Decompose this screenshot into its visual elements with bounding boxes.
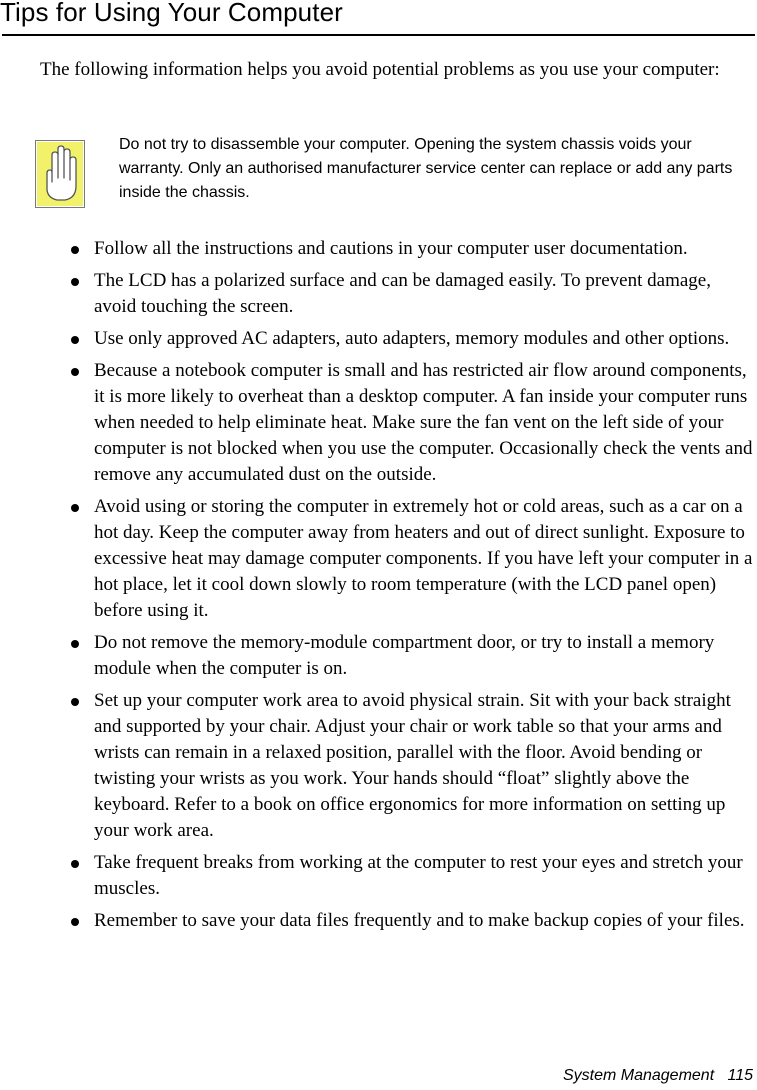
tip-item-8 <box>0 850 757 902</box>
tip-item-4 <box>0 358 757 488</box>
tip-text: The LCD has a polarized surface and can be damaged easily. To prevent damage, avoid touching the screen. <box>94 270 711 317</box>
tip-text: Remember to save your data files frequently and to make backup copies of your files. <box>94 910 745 931</box>
tip-text: Avoid using or storing the computer in extremely hot or cold areas, such as a car on a hot day. Keep the computer away from heaters and out of direct sunlight. Exposure to excessive heat may damage computer components. If you have left your computer in a hot place, let it cool down slowly to room temperature (with the LCD panel open) before using it. <box>94 496 753 621</box>
stop-hand-icon <box>35 140 85 208</box>
tip-text: Use only approved AC adapters, auto adapters, memory modules and other options. <box>94 328 730 349</box>
tip-item-2 <box>0 268 757 320</box>
intro-paragraph: The following information helps you avoid potential problems as you use your computer: <box>40 59 720 80</box>
tip-item-1 <box>0 236 757 262</box>
bullet-icon <box>71 336 79 344</box>
page-number: 115 <box>727 1067 753 1084</box>
tip-text: Take frequent breaks from working at the computer to rest your eyes and stretch your muscles. <box>94 852 743 899</box>
tip-item-5 <box>0 494 757 624</box>
page-footer <box>563 1066 753 1086</box>
title-divider <box>2 34 755 36</box>
tip-item-6 <box>0 630 757 682</box>
bullet-icon <box>71 698 79 706</box>
tips-list <box>0 236 757 940</box>
bullet-icon <box>71 918 79 926</box>
page-title: Tips for Using Your Computer <box>0 0 343 27</box>
bullet-icon <box>71 860 79 868</box>
tip-text: Because a notebook computer is small and has restricted air flow around components, it is more likely to overheat than a desktop computer. A fan inside your computer runs when needed to help eliminate heat. Make sure the fan vent on the left side of your computer is not blocked when you use the computer. Occasionally check the vents and remove any accumulated dust on the outside. <box>94 360 753 485</box>
tip-text: Do not remove the memory-module compartment door, or try to install a memory module when the computer is on. <box>94 632 715 679</box>
tip-item-9 <box>0 908 757 934</box>
bullet-icon <box>71 640 79 648</box>
tip-text: Follow all the instructions and cautions in your computer user documentation. <box>94 238 688 259</box>
tip-text: Set up your computer work area to avoid physical strain. Sit with your back straight and supported by your chair. Adjust your chair or work table so that your arms and wrists can remain in a relaxed position, parallel with the floor. Avoid bending or twisting your wrists as you work. Your hands should “float” slightly above the keyboard. Refer to a book on office ergonomics for more information on setting up your work area. <box>94 690 731 841</box>
bullet-icon <box>71 368 79 376</box>
bullet-icon <box>71 246 79 254</box>
footer-section: System Management <box>562 1067 715 1084</box>
bullet-icon <box>71 504 79 512</box>
warning-note: Do not try to disassemble your computer. Opening the system chassis voids your warranty. Only an authorised manufacturer service center can replace or add any parts inside the chassis. <box>119 136 733 201</box>
tip-item-7 <box>0 688 757 844</box>
bullet-icon <box>71 278 79 286</box>
tip-item-3 <box>0 326 757 352</box>
